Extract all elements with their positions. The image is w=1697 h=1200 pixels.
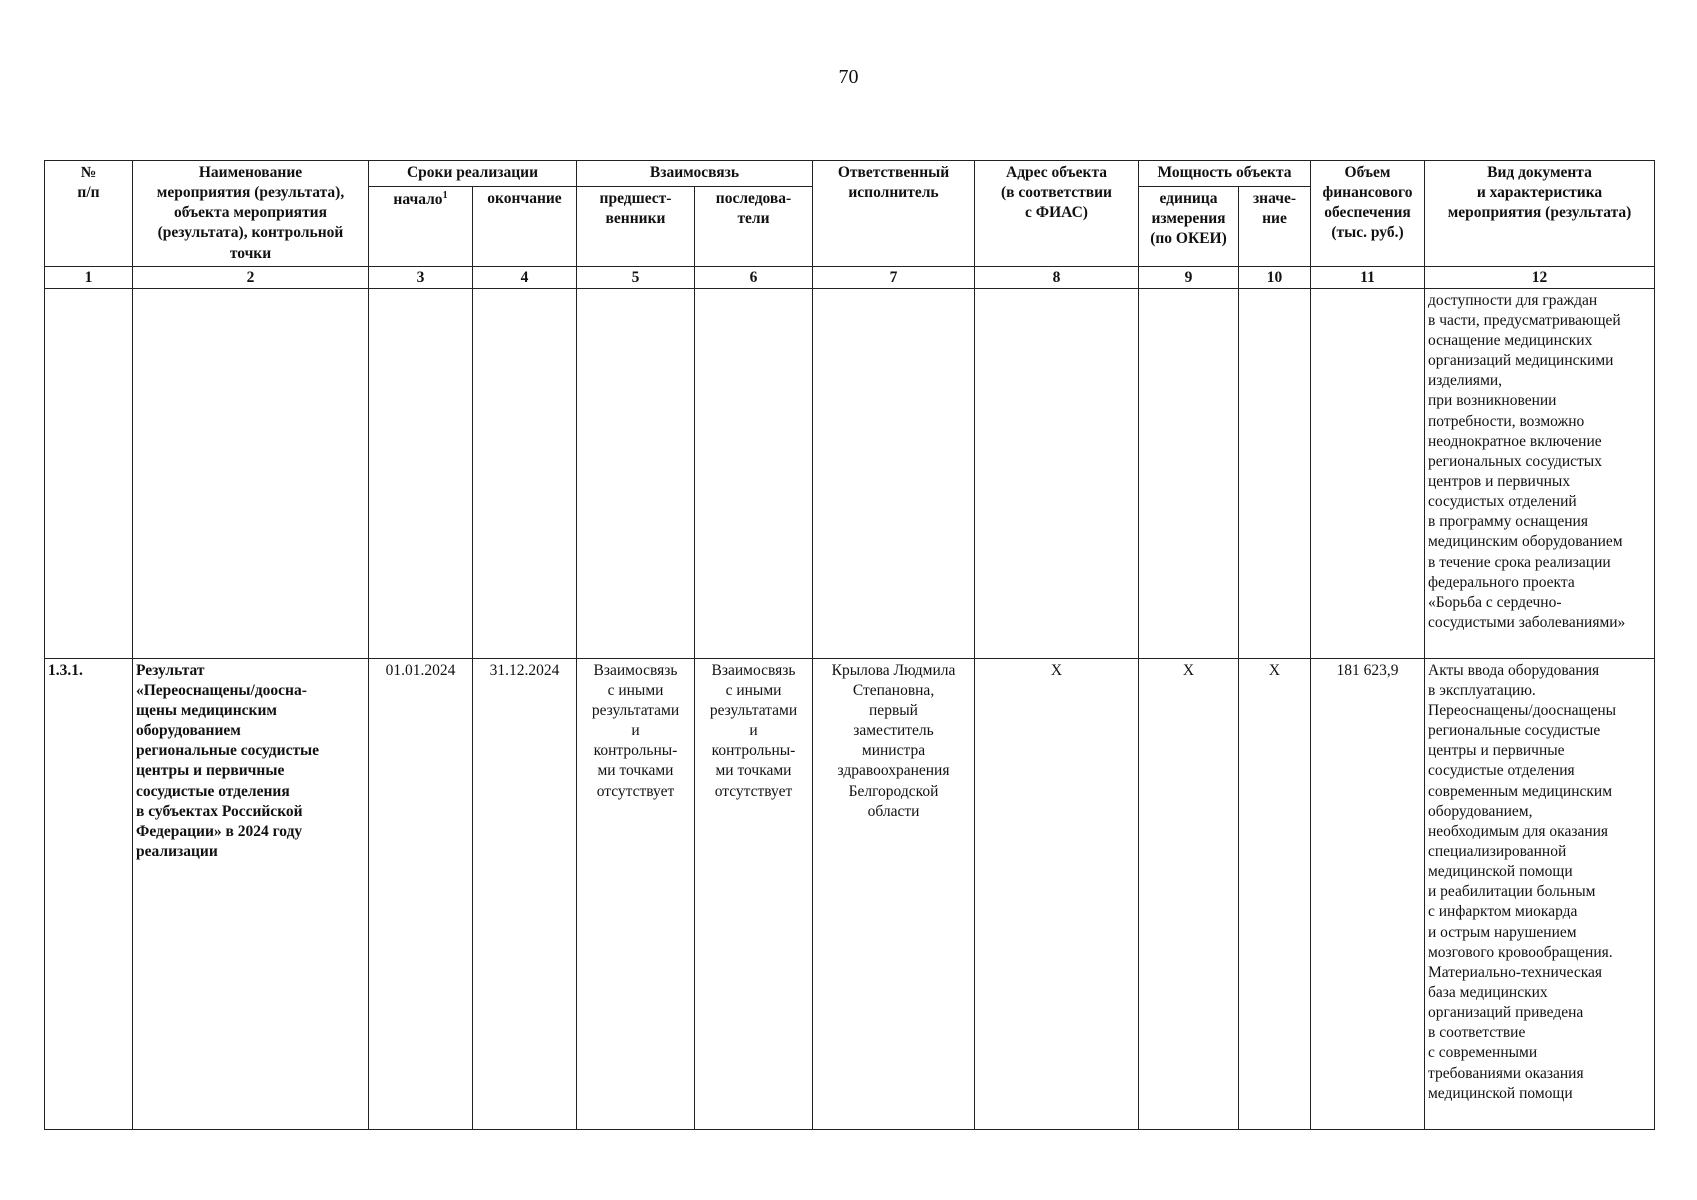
row-responsible: Крылова Людмила Степановна, первый заместитель министра здравоохранения Белгородской области xyxy=(813,658,975,1129)
header-doc: Вид документа и характеристика мероприятия (результата) xyxy=(1425,161,1655,267)
header-name: Наименование мероприятия (результата), объекта мероприятия (результата), контрольной точки xyxy=(133,161,369,267)
cont-cell-1 xyxy=(45,288,133,658)
colnum-10: 10 xyxy=(1239,266,1311,288)
header-capacity: Мощность объекта xyxy=(1139,161,1311,187)
header-unit: единица измерения (по ОКЕИ) xyxy=(1139,186,1239,266)
colnum-3: 3 xyxy=(369,266,473,288)
colnum-7: 7 xyxy=(813,266,975,288)
header-num: № п/п xyxy=(45,161,133,267)
row-finance: 181 623,9 xyxy=(1311,658,1425,1129)
page-number: 70 xyxy=(838,66,859,88)
cont-cell-6 xyxy=(695,288,813,658)
row-unit: Х xyxy=(1139,658,1239,1129)
cont-cell-7 xyxy=(813,288,975,658)
header-terms: Сроки реализации xyxy=(369,161,577,187)
row-num: 1.3.1. xyxy=(45,658,133,1129)
header-finance: Объем финансового обеспечения (тыс. руб.) xyxy=(1311,161,1425,267)
colnum-9: 9 xyxy=(1139,266,1239,288)
header-start-label: начало xyxy=(393,190,443,208)
cont-cell-2 xyxy=(133,288,369,658)
cont-cell-3 xyxy=(369,288,473,658)
colnum-4: 4 xyxy=(473,266,577,288)
colnum-11: 11 xyxy=(1311,266,1425,288)
cont-cell-8 xyxy=(975,288,1139,658)
cont-cell-9 xyxy=(1139,288,1239,658)
cont-cell-10 xyxy=(1239,288,1311,658)
row-start-date: 01.01.2024 xyxy=(369,658,473,1129)
cont-doc-text: доступности для граждан в части, предусматривающей оснащение медицинских организаций медицинскими изделиями, при возникновении потребности, возможно неоднократное включение региональных сосудистых центров и первичных сосудистых отделений в программу оснащения медицинским оборудованием в течение срока реализации федерального проекта «Борьба с сердечно- сосудистыми заболеваниями» xyxy=(1425,288,1655,658)
header-predecessors: предшест- венники xyxy=(577,186,695,266)
header-value: значе- ние xyxy=(1239,186,1311,266)
row-successors: Взаимосвязь с иными результатами и контрольны- ми точками отсутствует xyxy=(695,658,813,1129)
row-predecessors: Взаимосвязь с иными результатами и контрольны- ми точками отсутствует xyxy=(577,658,695,1129)
header-start-footnote: 1 xyxy=(442,189,448,201)
header-successors: последова- тели xyxy=(695,186,813,266)
cont-cell-5 xyxy=(577,288,695,658)
colnum-1: 1 xyxy=(45,266,133,288)
cont-cell-4 xyxy=(473,288,577,658)
colnum-8: 8 xyxy=(975,266,1139,288)
header-links: Взаимосвязь xyxy=(577,161,813,187)
cont-cell-11 xyxy=(1311,288,1425,658)
header-responsible: Ответственный исполнитель xyxy=(813,161,975,267)
row-value: Х xyxy=(1239,658,1311,1129)
colnum-6: 6 xyxy=(695,266,813,288)
continuation-row xyxy=(45,288,1655,658)
table-row-1-3-1 xyxy=(45,658,1655,1129)
row-doc-text: Акты ввода оборудования в эксплуатацию. Переоснащены/дооснащены региональные сосудистые центры и первичные сосудистые отделения современным медицинским оборудованием, необходимым для оказания специализированной медицинской помощи и реабилитации больным с инфарктом миокарда и острым нарушением мозгового кровообращения. Материально-техническая база медицинских организаций приведена в соответствие с современными требованиями оказания медицинской помощи xyxy=(1425,658,1655,1129)
header-address: Адрес объекта (в соответствии с ФИАС) xyxy=(975,161,1139,267)
row-address: Х xyxy=(975,658,1139,1129)
colnum-2: 2 xyxy=(133,266,369,288)
activities-table xyxy=(44,160,1655,1130)
row-end-date: 31.12.2024 xyxy=(473,658,577,1129)
header-start xyxy=(369,186,473,266)
row-name: Результат «Переоснащены/доосна- щены медицинским оборудованием региональные сосудистые центры и первичные сосудистые отделения в субъектах Российской Федерации» в 2024 году реализации xyxy=(133,658,369,1129)
colnum-5: 5 xyxy=(577,266,695,288)
header-end: окончание xyxy=(473,186,577,266)
colnum-12: 12 xyxy=(1425,266,1655,288)
